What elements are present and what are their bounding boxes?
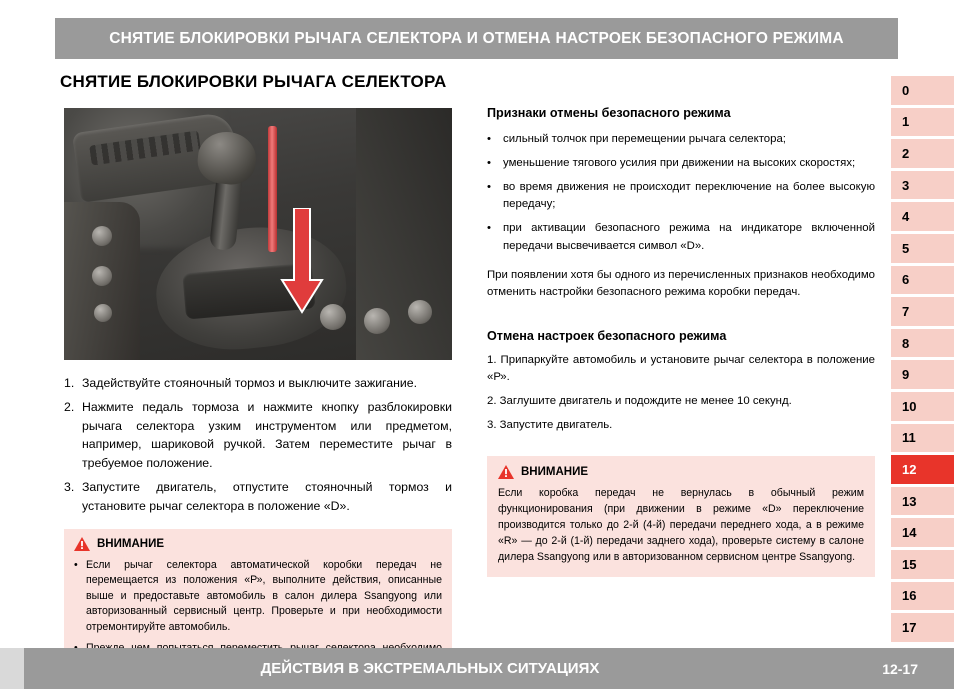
numbered-step: 1. Припаркуйте автомобиль и установите рычаг селектора в положение «Р». [487,353,875,383]
warning-text: Если рычаг селектора автоматической коробки передач не перемещается из положения «Р», выполните действия, описанные выше и предоставьте автомобиль в салон дилера Ssangyong или авторизованный сервисный центр. Проверьте и при необходимости отремонтируйте автомобиль. [86,559,442,633]
chapter-tab-13[interactable]: 13 [891,487,954,516]
list-item [64,478,452,515]
chapter-tab-index [891,76,954,645]
list-item [64,374,452,392]
bullet-marker: • [487,222,491,235]
chapter-tab-12[interactable]: 12 [891,455,954,484]
warning-header [498,465,864,479]
chapter-tab-2[interactable]: 2 [891,139,954,168]
chapter-tab-0[interactable]: 0 [891,76,954,105]
warning-text: Если коробка передач не вернулась в обычный режим функционирования (при движении в режиме «D» переключение производится только до 2-й (4-й) передачи переднего хода, а в режиме «R» — до 2-й (1-й) передачи заднего хода), проверьте систему в салоне дилера Ssangyong или в авторизованном сервисном центре Ssangyong. [498,487,864,563]
bullet-text: во время движения не происходит переключение на более высокую передачу; [503,181,875,211]
chapter-tab-5[interactable]: 5 [891,234,954,263]
footer-chapter-title: ДЕЙСТВИЯ В ЭКСТРЕМАЛЬНЫХ СИТУАЦИЯХ [260,660,600,677]
bullet-text: уменьшение тягового усилия при движении на высоких скоростях; [503,157,856,170]
step-text: Задействуйте стояночный тормоз и выключите зажигание. [82,376,418,390]
right-warning-box [487,456,875,576]
bullet-text: при активации безопасного режима на индикаторе включенной передачи высвечивается символ «D». [503,222,875,252]
list-item [487,155,875,172]
bullet-marker: • [487,157,491,170]
bullet-text: сильный толчок при перемещении рычага селектора; [503,133,786,145]
page-header-banner: СНЯТИЕ БЛОКИРОВКИ РЫЧАГА СЕЛЕКТОРА И ОТМЕНА НАСТРОЕК БЕЗОПАСНОГО РЕЖИМА [55,18,898,59]
chapter-tab-15[interactable]: 15 [891,550,954,579]
warning-title: ВНИМАНИЕ [521,466,589,479]
page-footer [24,648,954,689]
subheading-reset: Отмена настроек безопасного режима [487,328,727,343]
right-column [487,106,875,577]
chapter-tab-17[interactable]: 17 [891,613,954,642]
warning-title: ВНИМАНИЕ [97,538,165,551]
step-number: 2. [64,400,75,415]
page-left-margin [0,0,24,689]
chapter-tab-14[interactable]: 14 [891,518,954,547]
chapter-tab-9[interactable]: 9 [891,360,954,389]
paragraph-signs-note: При появлении хотя бы одного из перечисленных признаков необходимо отменить настройки безопасного режима коробки передач. [487,268,875,298]
chapter-tab-7[interactable]: 7 [891,297,954,326]
chapter-tab-8[interactable]: 8 [891,329,954,358]
list-item [487,131,875,148]
footer-page-number: 12-17 [882,660,918,677]
warning-triangle-icon [74,537,90,551]
step-text: Запустите двигатель, отпустите стояночный тормоз и установите рычаг селектора в положение «D». [82,480,452,513]
tool-overlay [268,126,277,252]
page-left-corner-block [0,648,24,689]
numbered-step: 3. Запустите двигатель. [487,419,613,432]
warning-triangle-icon [498,465,514,479]
chapter-tab-1[interactable]: 1 [891,108,954,137]
down-arrow-annotation [280,208,326,318]
left-column [64,108,452,688]
chapter-tab-10[interactable]: 10 [891,392,954,421]
chapter-tab-11[interactable]: 11 [891,424,954,453]
chapter-tab-3[interactable]: 3 [891,171,954,200]
bullet-marker: • [74,559,78,572]
left-steps-list [64,374,452,515]
step-number: 3. [64,480,75,495]
list-item [487,220,875,254]
page-title: СНЯТИЕ БЛОКИРОВКИ РЫЧАГА СЕЛЕКТОРА [60,72,447,91]
chapter-tab-16[interactable]: 16 [891,582,954,611]
list-item [74,558,442,635]
bullet-marker: • [487,133,491,145]
chapter-tab-4[interactable]: 4 [891,202,954,231]
bullet-marker: • [487,181,491,194]
subheading-signs: Признаки отмены безопасного режима [487,106,731,120]
gear-selector-photo [64,108,452,360]
numbered-step: 2. Заглушите двигатель и подождите не менее 10 секунд. [487,395,792,408]
list-item [64,398,452,472]
list-item [487,179,875,213]
warning-header [74,537,442,551]
step-text: Нажмите педаль тормоза и нажмите кнопку разблокировки рычага селектора узким инструментом или предметом, например, шариковой ручкой. Затем переместите рычаг в требуемое положение. [82,400,452,470]
chapter-tab-6[interactable]: 6 [891,266,954,295]
step-number: 1. [64,376,75,390]
